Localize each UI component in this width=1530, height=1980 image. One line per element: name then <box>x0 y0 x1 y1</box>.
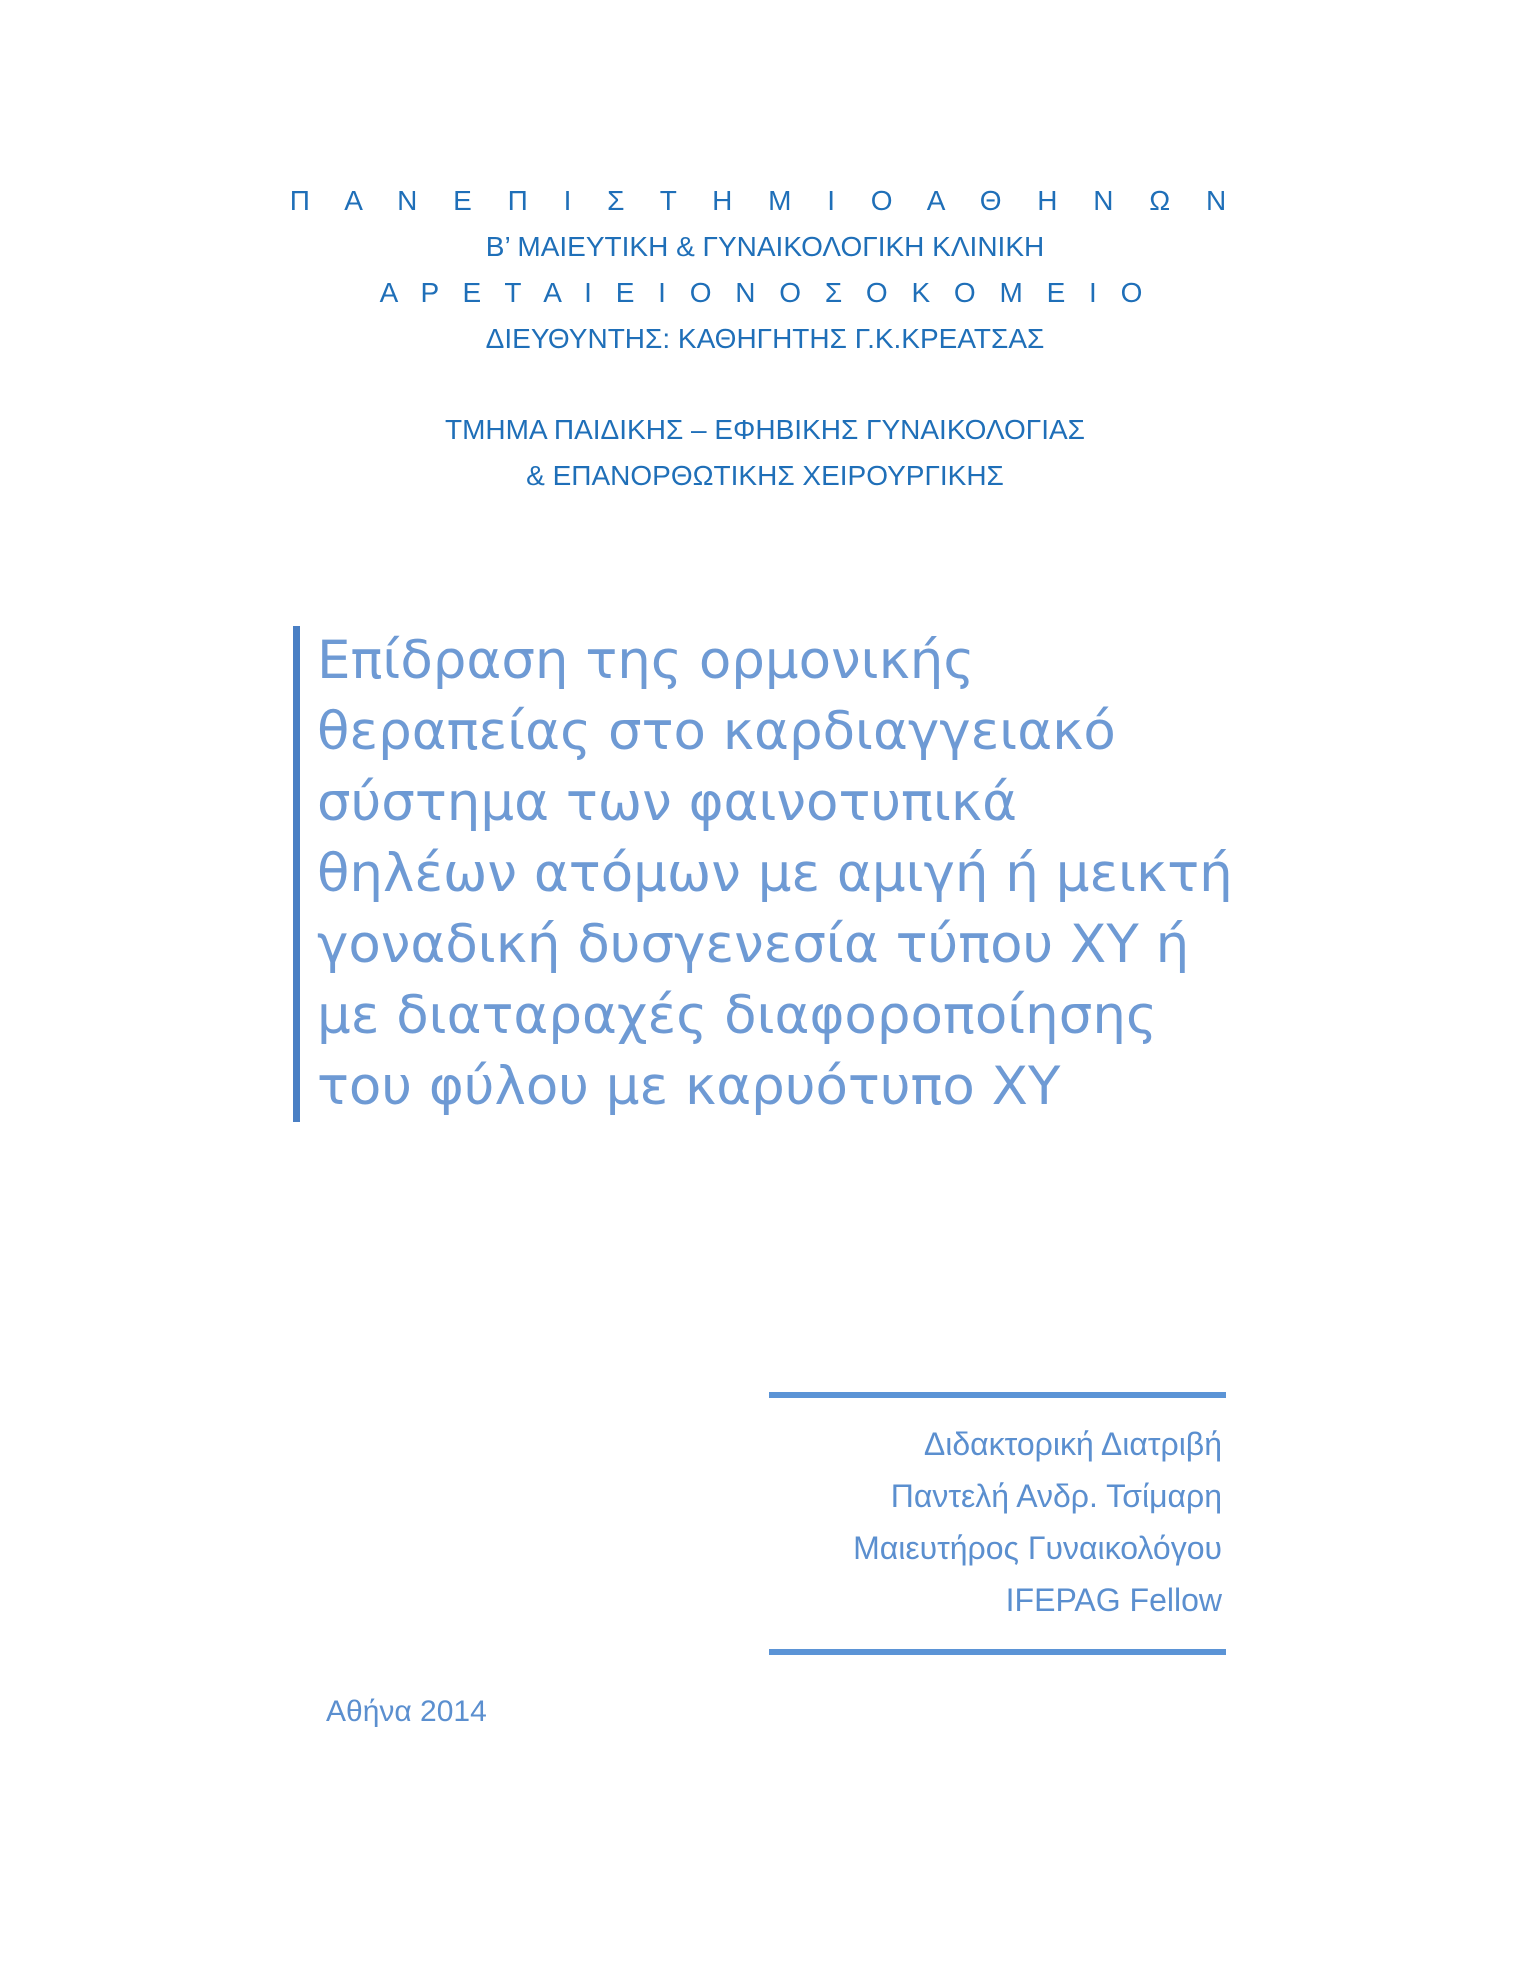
author-fellowship: IFEPAG Fellow <box>1005 1582 1222 1618</box>
title-line: με διαταραχές διαφοροποίησης <box>317 985 1158 1046</box>
hospital-name: Α Ρ Ε Τ Α Ι Ε Ι Ο Ν Ο Σ Ο Κ Ο Μ Ε Ι Ο <box>379 277 1151 308</box>
university-name: Π Α Ν Ε Π Ι Σ Τ Η Μ Ι Ο Α Θ Η Ν Ω Ν <box>289 185 1241 216</box>
department-line-1: ΤΜΗΜΑ ΠΑΙΔΙΚΗΣ – ΕΦΗΒΙΚΗΣ ΓΥΝΑΙΚΟΛΟΓΙΑΣ <box>445 414 1085 445</box>
department-line-2: & ΕΠΑΝΟΡΘΩΤΙΚΗΣ ΧΕΙΡΟΥΡΓΙΚΗΣ <box>526 460 1004 491</box>
thesis-title <box>317 625 1277 1122</box>
title-line: γοναδική δυσγενεσία τύπου XY ή <box>317 914 1190 975</box>
department-header <box>0 407 1530 499</box>
author-bottom-rule <box>769 1649 1226 1655</box>
institution-header <box>0 178 1530 362</box>
author-block <box>700 1418 1222 1626</box>
title-line: Επίδραση της ορμονικής <box>317 630 975 691</box>
title-accent-bar <box>293 626 300 1122</box>
author-top-rule <box>769 1392 1226 1398</box>
director-line: ΔΙΕΥΘΥΝΤΗΣ: ΚΑΘΗΓΗΤΗΣ Γ.Κ.ΚΡΕΑΤΣΑΣ <box>485 323 1045 354</box>
title-line: θηλέων ατόμων με αμιγή ή μεικτή <box>317 843 1233 904</box>
place-date: Αθήνα 2014 <box>326 1695 487 1728</box>
author-name: Παντελή Ανδρ. Τσίμαρη <box>890 1478 1222 1514</box>
thesis-type: Διδακτορική Διατριβή <box>923 1426 1222 1462</box>
title-line: σύστημα των φαινοτυπικά <box>317 772 1018 833</box>
author-role: Μαιευτήρος Γυναικολόγου <box>853 1530 1222 1566</box>
title-line: του φύλου με καρυότυπο XY <box>317 1056 1061 1117</box>
title-line: θεραπείας στο καρδιαγγειακό <box>317 701 1116 762</box>
clinic-name: Β’ ΜΑΙΕΥΤΙΚΗ & ΓΥΝΑΙΚΟΛΟΓΙΚΗ ΚΛΙΝΙΚΗ <box>485 231 1045 262</box>
